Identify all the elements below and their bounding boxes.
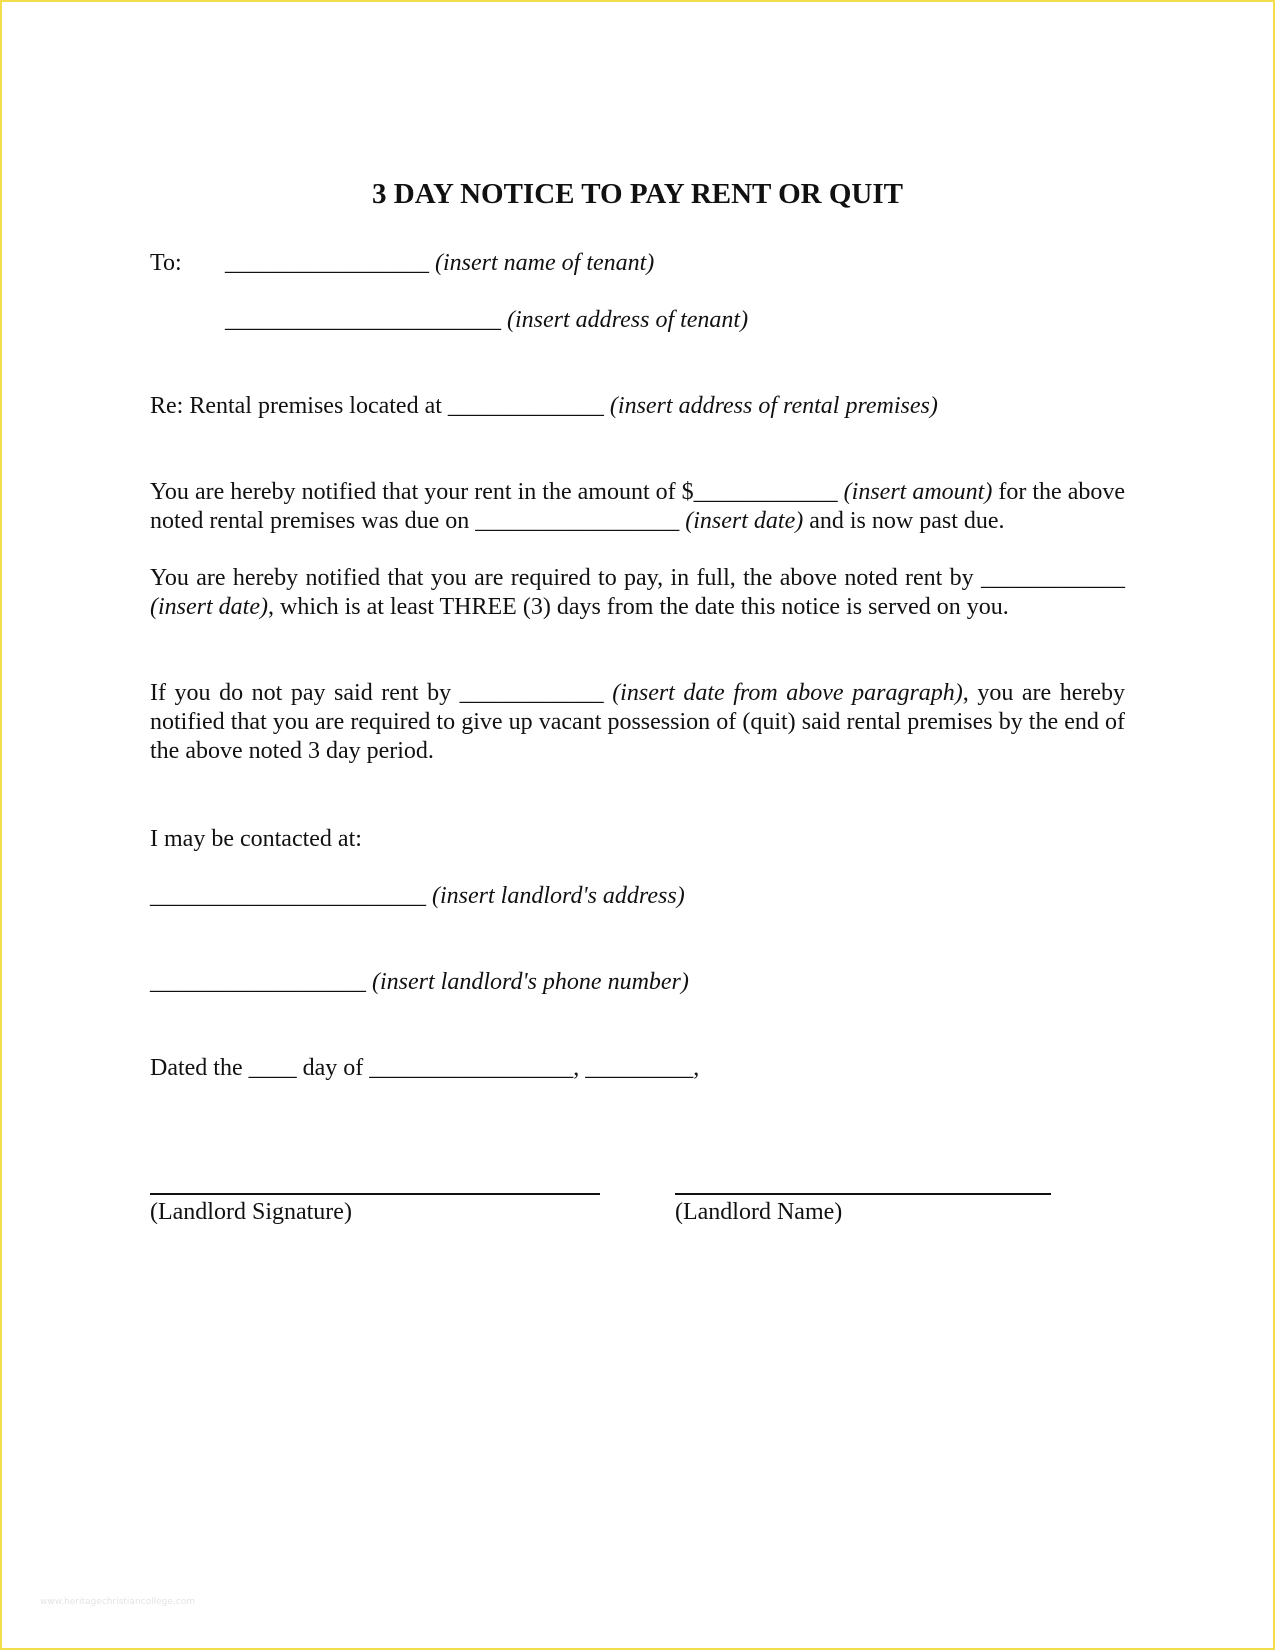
landlord-address-line: [150, 883, 685, 910]
p2-text-1: You are hereby notified that you are required to pay, in full, the above noted rent by: [150, 565, 974, 591]
paragraph-rent-due: [150, 478, 1125, 536]
landlord-signature-label: (Landlord Signature): [150, 1199, 352, 1225]
tenant-name-blank[interactable]: _________________: [225, 250, 429, 276]
landlord-name-label: (Landlord Name): [675, 1199, 843, 1225]
p3-text-1: If you do not pay said rent by: [150, 680, 452, 706]
landlord-phone-line: [150, 969, 689, 996]
landlord-phone-hint: (insert landlord's phone number): [372, 969, 689, 995]
landlord-address-hint: (insert landlord's address): [432, 883, 685, 909]
tenant-address-line: [225, 307, 748, 334]
pay-by-date-hint: (insert date): [150, 594, 268, 620]
due-date-hint: (insert date): [685, 508, 804, 534]
contact-label: I may be contacted at:: [150, 826, 362, 852]
re-text: Re: Rental premises located at: [150, 393, 442, 419]
quit-date-hint: (insert date from above paragraph): [612, 680, 963, 706]
paragraph-quit: [150, 679, 1125, 766]
dated-line: [150, 1055, 699, 1082]
document-title: 3 DAY NOTICE TO PAY RENT OR QUIT: [372, 178, 903, 210]
p1-text-1: You are hereby notified that your rent in the amount of $: [150, 479, 694, 505]
quit-date-blank[interactable]: ____________: [459, 680, 604, 706]
landlord-signature-line[interactable]: [150, 1193, 600, 1195]
dated-comma-2: ,: [693, 1055, 700, 1081]
paragraph-pay-by: [150, 564, 1125, 622]
amount-hint: (insert amount): [843, 479, 993, 505]
landlord-phone-blank[interactable]: __________________: [150, 969, 366, 995]
dated-text-2: day of: [302, 1055, 364, 1081]
year-blank[interactable]: _________: [585, 1055, 694, 1081]
p1-text-3: and is now past due.: [809, 508, 1005, 534]
due-date-blank[interactable]: _________________: [475, 508, 680, 534]
amount-blank[interactable]: ____________: [693, 479, 838, 505]
tenant-address-hint: (insert address of tenant): [507, 307, 749, 333]
pay-by-date-blank[interactable]: ____________: [981, 565, 1125, 591]
premises-address-hint: (insert address of rental premises): [609, 393, 938, 419]
dated-text-1: Dated the: [150, 1055, 243, 1081]
tenant-name-line: [225, 250, 654, 277]
landlord-name-line[interactable]: [675, 1193, 1051, 1195]
watermark-text: www.heritagechristiancollege.com: [40, 1597, 195, 1607]
p1-text-2: for the above noted rental premises was due on: [150, 479, 1126, 534]
tenant-name-hint: (insert name of tenant): [435, 250, 655, 276]
p2-text-2: , which is at least THREE (3) days from the date this notice is served on you.: [267, 594, 1009, 620]
day-blank[interactable]: ____: [248, 1055, 297, 1081]
month-blank[interactable]: _________________: [369, 1055, 574, 1081]
premises-address-blank[interactable]: _____________: [447, 393, 604, 419]
to-label: To:: [150, 250, 182, 276]
dated-comma-1: ,: [573, 1055, 580, 1081]
landlord-address-blank[interactable]: _______________________: [150, 883, 426, 909]
tenant-address-blank[interactable]: _______________________: [225, 307, 501, 333]
p3-text-2: , you are hereby notified that you are required to give up vacant possession of (quit) said rental premises by the end of the above noted 3 day period.: [150, 680, 1126, 764]
re-line: [150, 393, 938, 420]
